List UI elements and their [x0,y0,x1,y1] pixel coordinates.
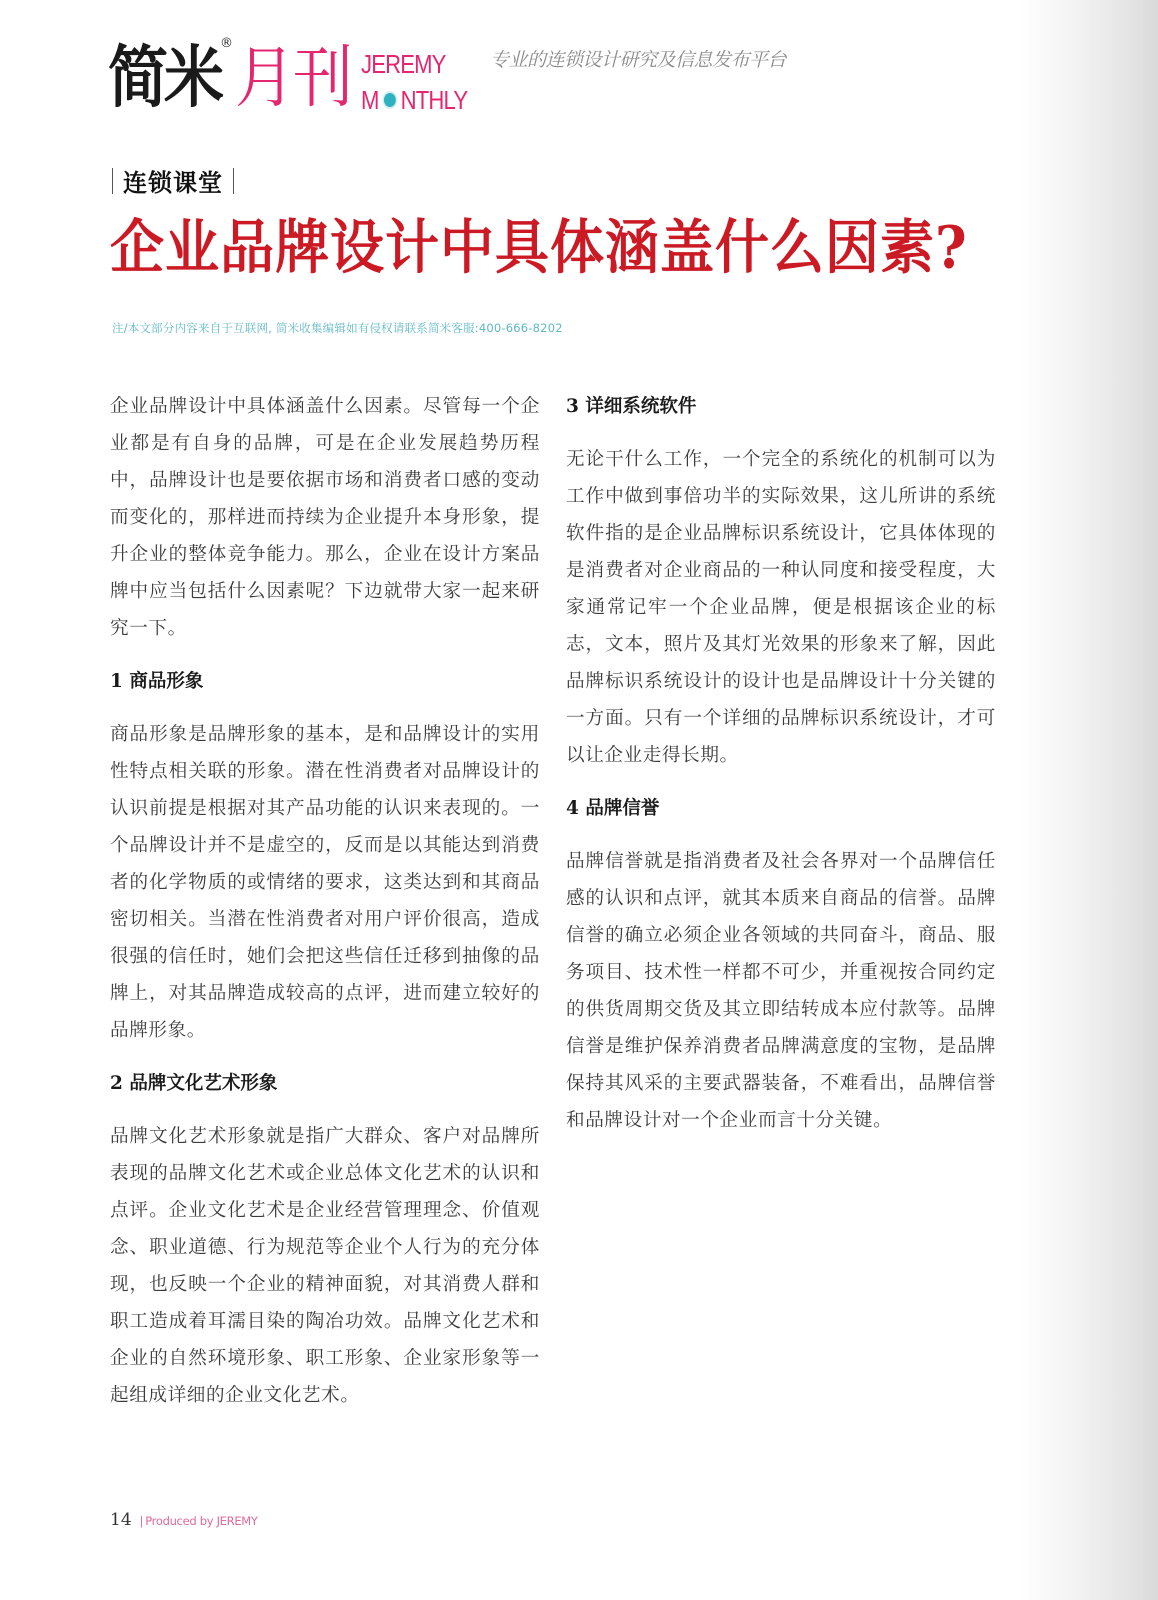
section-label: 连锁课堂 [123,168,223,197]
column-left [110,388,540,1414]
article-title: 企业品牌设计中具体涵盖什么因素? [110,212,968,282]
logo-monthly-en: M NTHLY [361,85,468,115]
produced-by: | Produced by JEREMY [139,1514,258,1528]
divider-bar [112,168,113,194]
intro-paragraph: 企业品牌设计中具体涵盖什么因素。尽管每一个企业都是有自身的品牌，可是在企业发展趋势历程中，品牌设计也是要依据市场和消费者口感的变动而变化的，那样进而持续为企业提升本身形象，提升企业的整体竞争能力。那么，企业在设计方案品牌中应当包括什么因素呢？下边就带大家一起来研究一下。 [110,396,540,639]
section-heading: 2 品牌文化艺术形象 [110,1073,278,1094]
section-body: 品牌信誉就是指消费者及社会各界对一个品牌信任感的认识和点评，就其本质来自商品的信誉。品牌信誉的确立必须企业各领域的共同奋斗，商品、服务项目、技术性一样都不可少，并重视按合同约定的供货周期交货及其立即结转成本应付款等。品牌信誉是维护保养消费者品牌满意度的宝物，是品牌保持其风采的主要武器装备，不难看出，品牌信誉和品牌设计对一个企业而言十分关键。 [566,851,996,1131]
section-heading: 1 商品形象 [110,671,204,692]
logo-jeremy: JEREMY [361,49,446,79]
tagline: 专业的连锁设计研究及信息发布平台 [489,49,786,71]
logo-jianmi: 简米 [108,38,220,118]
page-number: 14 [110,1510,132,1530]
copyright-note: 注/本文部分内容来自于互联网, 简米收集编辑如有侵权请联系简米客服:400-666-8202 [112,321,563,335]
section-heading: 3 详细系统软件 [566,396,697,417]
registered-mark-icon: ® [220,36,233,51]
section-body: 商品形象是品牌形象的基本，是和品牌设计的实用性特点相关联的形象。潜在性消费者对品牌设计的认识前提是根据对其产品功能的认识来表现的。一个品牌设计并不是虚空的，反而是以其能达到消费者的化学物质的或情绪的要求，这类达到和其商品密切相关。当潜在性消费者对用户评价很高，造成很强的信任时，她们会把这些信任迁移到抽像的品牌上，对其品牌造成较高的点评，进而建立较好的品牌形象。 [110,724,540,1041]
section-tag [112,163,234,198]
page-footer [110,1510,258,1530]
logo-monthly-cn: 月刊 [235,38,351,118]
section-body: 品牌文化艺术形象就是指广大群众、客户对品牌所表现的品牌文化艺术或企业总体文化艺术的认识和点评。企业文化艺术是企业经营管理理念、价值观念、职业道德、行为规范等企业个人行为的充分体现，也反映一个企业的精神面貌，对其消费人群和职工造成着耳濡目染的陶冶功效。品牌文化艺术和企业的自然环境形象、职工形象、企业家形象等一起组成详细的企业文化艺术。 [110,1126,540,1406]
section-heading: 4 品牌信誉 [566,798,660,819]
section-body: 无论干什么工作，一个完全的系统化的机制可以为工作中做到事倍功半的实际效果，这儿所讲的系统软件指的是企业品牌标识系统设计，它具体体现的是消费者对企业商品的一种认同度和接受程度，大家通常记牢一个企业品牌，便是根据该企业的标志，文本，照片及其灯光效果的形象来了解，因此品牌标识系统设计的设计也是品牌设计十分关键的一方面。只有一个详细的品牌标识系统设计，才可以让企业走得长期。 [566,449,996,766]
magazine-logo [108,36,786,118]
column-right [566,388,996,1139]
logo-english [361,50,486,114]
teal-circle-icon [382,91,397,109]
divider-bar [233,168,234,194]
